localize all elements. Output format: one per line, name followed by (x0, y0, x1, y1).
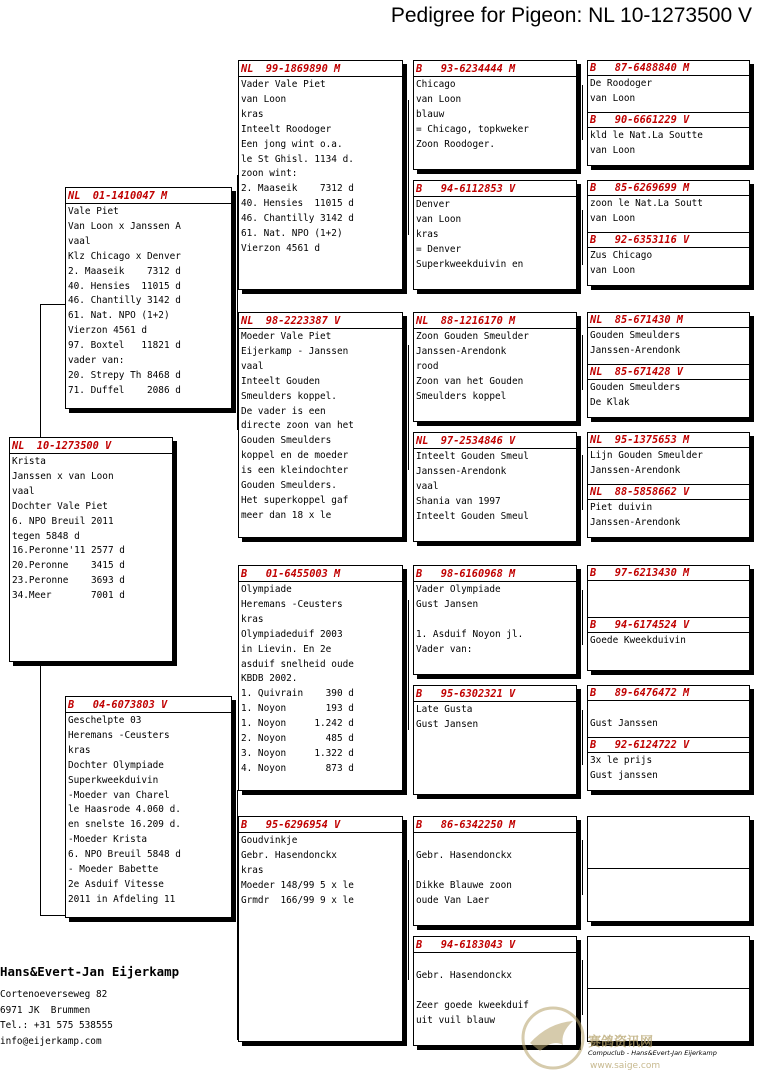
pigeon-card-gen4[interactable] (588, 937, 749, 989)
pigeon-pair-gen4 (587, 312, 750, 418)
ring-number: NL 10-1273500 V (10, 439, 172, 454)
pigeon-card-gen3[interactable] (413, 565, 577, 675)
pigeon-card-gen2[interactable] (238, 60, 403, 290)
pigeon-details: Vader Vale Piet van Loon kras Inteelt Roodoger Een jong wint o.a. le St Ghisl. 1134 d. zoon wint: 2. Maaseik 7312 d 40. Hensies 11015 d 46. Chantilly 3142 d 61. Nat. NPO (1+2) Vierzon 4561 d (241, 79, 354, 254)
pigeon-details: kld le Nat.La Soutte van Loon (590, 130, 703, 156)
breeder-email[interactable]: info@eijerkamp.com (0, 1035, 102, 1047)
watermark-url: www.saige.com (590, 1061, 661, 1071)
pigeon-card-gen2[interactable] (238, 565, 403, 791)
pigeon-details: Gust Janssen (590, 717, 658, 729)
ring-number: B 90-6661229 V (588, 113, 749, 128)
breeder-info (0, 963, 179, 1049)
pigeon-card-gen3[interactable] (413, 312, 577, 422)
ring-number: NL 85-671430 M (588, 313, 749, 328)
pigeon-details: Geschelpte 03 Heremans -Ceusters kras Dochter Olympiade Superkweekduivin -Moeder van Charel le Haasrode 4.060 d. en snelste 16.209 d. -Moeder Krista 6. NPO Breuil 5848 d - Moeder Babette 2e Asduif Vitesse 2011 in Afdeling 11 (68, 715, 181, 905)
connector-line (582, 840, 583, 895)
connector-line (40, 304, 41, 437)
ring-number: B 04-6073803 V (66, 698, 231, 713)
connector-line (582, 590, 583, 645)
ring-number: NL 01-1410047 M (66, 189, 231, 204)
connector-line (582, 335, 583, 390)
pigeon-card-gen2[interactable] (238, 312, 403, 538)
pigeon-card-sire[interactable] (65, 187, 232, 409)
ring-number: B 85-6269699 M (588, 181, 749, 196)
ring-number: B 01-6455003 M (239, 567, 402, 582)
pigeon-card-gen4[interactable] (588, 365, 749, 417)
ring-number: B 92-6353116 V (588, 233, 749, 248)
ring-number: NL 88-5858662 V (588, 485, 749, 500)
pigeon-details: Lijn Gouden Smeulder Janssen-Arendonk (590, 450, 703, 476)
connector-line (40, 304, 65, 305)
pigeon-logo-watermark (518, 1003, 588, 1073)
connector-line (40, 665, 41, 915)
pigeon-details: Vale Piet Van Loon x Janssen A vaal Klz Chicago x Denver 2. Maaseik 7312 d 40. Hensies 11015 d 46. Chantilly 3142 d 61. Nat. NPO (1+2) Vierzon 4561 d 97. Boxtel 11821 d vader van: 20. Strepy Th 8468 d 71. Duffel 2086 d (68, 206, 181, 396)
ring-number: B 89-6476472 M (588, 686, 749, 701)
connector-line (408, 100, 409, 235)
pigeon-pair-gen4 (587, 180, 750, 286)
pigeon-card-gen3[interactable] (413, 180, 577, 290)
pigeon-card-gen4[interactable] (588, 433, 749, 485)
pigeon-details: Goede Kweekduivin (590, 635, 686, 646)
connector-line (40, 915, 65, 916)
ring-number: NL 99-1869890 M (239, 62, 402, 77)
connector-line (582, 710, 583, 765)
pigeon-card-gen4[interactable] (588, 869, 749, 921)
pigeon-details: Vader Olympiade Gust Jansen 1. Asduif Noyon jl. Vader van: (416, 584, 524, 655)
pigeon-pair-gen4 (587, 816, 750, 922)
pigeon-card-gen2[interactable] (238, 816, 403, 1042)
connector-line (408, 860, 409, 980)
pigeon-card-gen3[interactable] (413, 685, 577, 795)
pigeon-details: Chicago van Loon blauw = Chicago, topkweker Zoon Roodoger. (416, 79, 529, 150)
breeder-street: Cortenoeverseweg 82 (0, 989, 108, 1000)
pigeon-details: Piet duivin Janssen-Arendonk (590, 502, 681, 528)
pigeon-card-subject[interactable] (9, 437, 173, 662)
breeder-phone: Tel.: +31 575 538555 (0, 1020, 113, 1031)
ring-number: B 93-6234444 M (414, 62, 576, 77)
ring-number: B 87-6488840 M (588, 61, 749, 76)
pigeon-card-gen4[interactable] (588, 113, 749, 165)
pigeon-details: Gebr. Hasendonckx Zeer goede kweekduif uit vuil blauw (416, 969, 529, 1026)
pigeon-details: Inteelt Gouden Smeul Janssen-Arendonk vaal Shania van 1997 Inteelt Gouden Smeul (416, 451, 529, 522)
breeder-name: Hans&Evert-Jan Eijerkamp (0, 964, 180, 979)
ring-number: NL 95-1375653 M (588, 433, 749, 448)
pigeon-card-gen3[interactable] (413, 816, 577, 926)
ring-number: B 86-6342250 M (414, 818, 576, 833)
ring-number: B 97-6213430 M (588, 566, 749, 581)
ring-number: B 94-6112853 V (414, 182, 576, 197)
pigeon-details: De Roodoger van Loon (590, 78, 653, 104)
breeder-city: 6971 JK Brummen (0, 1004, 91, 1016)
ring-number: B 95-6302321 V (414, 687, 576, 702)
software-credit: Compuclub - Hans&Evert-Jan Eijerkamp (588, 1049, 717, 1057)
pigeon-details: Gebr. Hasendonckx Dikke Blauwe zoon oude Van Laer (416, 849, 512, 906)
pigeon-card-gen4[interactable] (588, 817, 749, 869)
pigeon-pair-gen4 (587, 565, 750, 671)
connector-line (408, 600, 409, 730)
pigeon-pair-gen4 (587, 936, 750, 1042)
pigeon-details: Zoon Gouden Smeulder Janssen-Arendonk rood Zoon van het Gouden Smeulders koppel (416, 331, 529, 402)
pigeon-pair-gen4 (587, 60, 750, 166)
page-title: Pedigree for Pigeon: NL 10-1273500 V (390, 4, 752, 27)
pigeon-card-gen4[interactable] (588, 618, 749, 670)
ring-number: B 94-6183043 V (414, 938, 576, 953)
ring-number: NL 88-1216170 M (414, 314, 576, 329)
connector-line (582, 210, 583, 265)
pigeon-details: Late Gusta Gust Jansen (416, 704, 479, 730)
pigeon-details: zoon le Nat.La Soutt van Loon (590, 198, 703, 224)
ring-number: B 95-6296954 V (239, 818, 402, 833)
watermark-text: 赛鸽资讯网 (588, 1035, 654, 1050)
pigeon-details: Gouden Smeulders De Klak (590, 382, 681, 408)
pigeon-pair-gen4 (587, 685, 750, 791)
pigeon-details: Goudvinkje Gebr. Hasendonckx kras Moeder 148/99 5 x le Grmdr 166/99 9 x le (241, 835, 354, 906)
pigeon-details: Olympiade Heremans -Ceusters kras Olympiadeduif 2003 in Lievin. En 2e asduif snelheid oude KBDB 2002. 1. Quivrain 390 d 1. Noyon 193 d 1. Noyon 1.242 d 2. Noyon 485 d 3. Noyon 1.322 d 4. Noyon 873 d (241, 584, 354, 774)
connector-line (582, 455, 583, 510)
pigeon-card-gen4[interactable] (588, 181, 749, 233)
pigeon-card-gen4[interactable] (588, 485, 749, 537)
pigeon-pair-gen4 (587, 432, 750, 538)
pigeon-card-dam[interactable] (65, 696, 232, 918)
pigeon-details: Denver van Loon kras = Denver Superkweekduivin en (416, 199, 524, 270)
connector-line (408, 345, 409, 470)
pigeon-card-gen4[interactable] (588, 233, 749, 285)
pigeon-card-gen4[interactable] (588, 566, 749, 618)
pigeon-card-gen3[interactable] (413, 432, 577, 542)
pigeon-card-gen4[interactable] (588, 61, 749, 113)
ring-number: B 92-6124722 V (588, 738, 749, 753)
pigeon-card-gen4[interactable] (588, 686, 749, 738)
pigeon-details: Krista Janssen x van Loon vaal Dochter Vale Piet 6. NPO Breuil 2011 tegen 5848 d 16.Peronne'11 2577 d 20.Peronne 3415 d 23.Peronne 3693 d 34.Meer 7001 d (12, 456, 125, 602)
ring-number: B 94-6174524 V (588, 618, 749, 633)
pigeon-details: 3x le prijs Gust janssen (590, 755, 658, 781)
ring-number: NL 85-671428 V (588, 365, 749, 380)
pigeon-card-gen4[interactable] (588, 738, 749, 790)
pigeon-details: Gouden Smeulders Janssen-Arendonk (590, 330, 681, 356)
ring-number: B 98-6160968 M (414, 567, 576, 582)
pigeon-details: Moeder Vale Piet Eijerkamp - Janssen vaal Inteelt Gouden Smeulders koppel. De vader is een directe zoon van het Gouden Smeulders koppel en de moeder is een kleindochter Gouden Smeulders. Het superkoppel gaf meer dan 18 x le (241, 331, 354, 521)
ring-number: NL 98-2223387 V (239, 314, 402, 329)
ring-number: NL 97-2534846 V (414, 434, 576, 449)
connector-line (582, 85, 583, 140)
pigeon-card-gen3[interactable] (413, 60, 577, 170)
pigeon-details: Zus Chicago van Loon (590, 250, 653, 276)
pigeon-card-gen4[interactable] (588, 313, 749, 365)
